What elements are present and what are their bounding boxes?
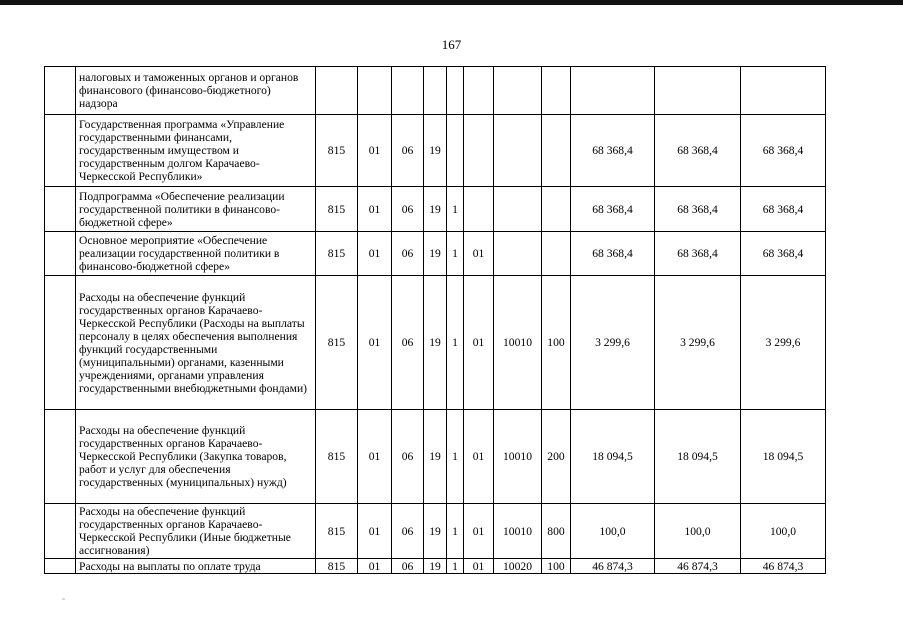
amount-2-cell: 68 368,4 (655, 187, 741, 232)
section-cell: 01 (358, 115, 392, 187)
table-row (45, 232, 826, 276)
subsection-cell: 06 (392, 232, 424, 276)
amount-2-cell: 18 094,5 (655, 410, 741, 504)
direction-cell: 10010 (494, 504, 542, 559)
amount-1-cell: 3 299,6 (571, 276, 655, 410)
row-number-cell (45, 410, 76, 504)
subsection-cell: 06 (392, 559, 424, 574)
description-cell: налоговых и таможенных органов и органов финансового (финансово-бюджетного) надзора (76, 67, 316, 115)
section-cell (358, 67, 392, 115)
program-cell: 19 (424, 504, 447, 559)
amount-2-cell: 68 368,4 (655, 115, 741, 187)
row-number-cell (45, 67, 76, 115)
direction-cell: 10010 (494, 276, 542, 410)
expense-type-cell: 100 (542, 559, 571, 574)
row-number-cell (45, 504, 76, 559)
main-activity-cell: 01 (464, 410, 494, 504)
subprogram-cell: 1 (447, 504, 464, 559)
admin-code-cell: 815 (316, 232, 358, 276)
admin-code-cell: 815 (316, 187, 358, 232)
table-row (45, 559, 826, 574)
program-cell: 19 (424, 559, 447, 574)
table-row (45, 276, 826, 410)
admin-code-cell: 815 (316, 559, 358, 574)
direction-cell: 10010 (494, 410, 542, 504)
subsection-cell: 06 (392, 276, 424, 410)
amount-3-cell: 68 368,4 (741, 232, 826, 276)
amount-1-cell: 68 368,4 (571, 232, 655, 276)
section-cell: 01 (358, 410, 392, 504)
amount-3-cell: 100,0 (741, 504, 826, 559)
amount-1-cell: 68 368,4 (571, 187, 655, 232)
main-activity-cell (464, 187, 494, 232)
scan-speck (62, 598, 65, 600)
page-number: 167 (441, 37, 462, 52)
amount-3-cell (741, 67, 826, 115)
amount-2-cell: 68 368,4 (655, 232, 741, 276)
amount-3-cell: 68 368,4 (741, 187, 826, 232)
program-cell: 19 (424, 276, 447, 410)
description-cell: Государственная программа «Управление государственными финансами, государственным имуществом и государственным долгом Карачаево-Черкесской Республики» (76, 115, 316, 187)
program-cell (424, 67, 447, 115)
amount-1-cell: 18 094,5 (571, 410, 655, 504)
expense-type-cell (542, 187, 571, 232)
section-cell: 01 (358, 504, 392, 559)
table-row (45, 115, 826, 187)
subsection-cell: 06 (392, 115, 424, 187)
subsection-cell (392, 67, 424, 115)
subprogram-cell: 1 (447, 232, 464, 276)
main-activity-cell (464, 67, 494, 115)
admin-code-cell (316, 67, 358, 115)
expense-type-cell: 200 (542, 410, 571, 504)
top-border (0, 0, 903, 5)
table-row (45, 187, 826, 232)
description-cell: Подпрограмма «Обеспечение реализации государственной политики в финансово-бюджетной сфере» (76, 187, 316, 232)
row-number-cell (45, 187, 76, 232)
amount-2-cell (655, 67, 741, 115)
direction-cell (494, 67, 542, 115)
row-number-cell (45, 559, 76, 574)
amount-1-cell: 46 874,3 (571, 559, 655, 574)
amount-1-cell: 68 368,4 (571, 115, 655, 187)
amount-2-cell: 46 874,3 (655, 559, 741, 574)
subprogram-cell: 1 (447, 187, 464, 232)
program-cell: 19 (424, 232, 447, 276)
main-activity-cell: 01 (464, 504, 494, 559)
direction-cell: 10020 (494, 559, 542, 574)
expense-type-cell (542, 115, 571, 187)
amount-2-cell: 3 299,6 (655, 276, 741, 410)
table-row (45, 67, 826, 115)
row-number-cell (45, 115, 76, 187)
admin-code-cell: 815 (316, 276, 358, 410)
description-cell: Расходы на обеспечение функций государственных органов Карачаево-Черкесской Республики (Расходы на выплаты персоналу в целях обеспечения выполнения функций государственными (муниципальными) органами, казенными учреждениями, органами управления государственными внебюджетными фондами) (76, 276, 316, 410)
direction-cell (494, 187, 542, 232)
amount-3-cell: 46 874,3 (741, 559, 826, 574)
amount-3-cell: 18 094,5 (741, 410, 826, 504)
subsection-cell: 06 (392, 410, 424, 504)
subprogram-cell: 1 (447, 276, 464, 410)
description-cell: Основное мероприятие «Обеспечение реализации государственной политики в финансово-бюджетной сфере» (76, 232, 316, 276)
subprogram-cell: 1 (447, 559, 464, 574)
description-cell: Расходы на обеспечение функций государственных органов Карачаево-Черкесской Республики (Закупка товаров, работ и услуг для обеспечения государственных (муниципальных) нужд) (76, 410, 316, 504)
subsection-cell: 06 (392, 187, 424, 232)
program-cell: 19 (424, 187, 447, 232)
amount-1-cell (571, 67, 655, 115)
expense-type-cell (542, 232, 571, 276)
table-row (45, 410, 826, 504)
main-activity-cell (464, 115, 494, 187)
main-activity-cell: 01 (464, 232, 494, 276)
row-number-cell (45, 232, 76, 276)
subprogram-cell (447, 67, 464, 115)
subprogram-cell: 1 (447, 410, 464, 504)
amount-2-cell: 100,0 (655, 504, 741, 559)
section-cell: 01 (358, 559, 392, 574)
description-cell: Расходы на обеспечение функций государственных органов Карачаево-Черкесской Республики (Иные бюджетные ассигнования) (76, 504, 316, 559)
section-cell: 01 (358, 232, 392, 276)
table-row (45, 504, 826, 559)
direction-cell (494, 115, 542, 187)
amount-3-cell: 3 299,6 (741, 276, 826, 410)
admin-code-cell: 815 (316, 410, 358, 504)
admin-code-cell: 815 (316, 504, 358, 559)
section-cell: 01 (358, 187, 392, 232)
description-cell: Расходы на выплаты по оплате труда (76, 559, 316, 574)
admin-code-cell: 815 (316, 115, 358, 187)
row-number-cell (45, 276, 76, 410)
section-cell: 01 (358, 276, 392, 410)
expense-type-cell: 100 (542, 276, 571, 410)
main-activity-cell: 01 (464, 276, 494, 410)
direction-cell (494, 232, 542, 276)
amount-1-cell: 100,0 (571, 504, 655, 559)
amount-3-cell: 68 368,4 (741, 115, 826, 187)
program-cell: 19 (424, 410, 447, 504)
subsection-cell: 06 (392, 504, 424, 559)
program-cell: 19 (424, 115, 447, 187)
subprogram-cell (447, 115, 464, 187)
expense-type-cell (542, 67, 571, 115)
budget-table (44, 66, 826, 574)
main-activity-cell: 01 (464, 559, 494, 574)
expense-type-cell: 800 (542, 504, 571, 559)
